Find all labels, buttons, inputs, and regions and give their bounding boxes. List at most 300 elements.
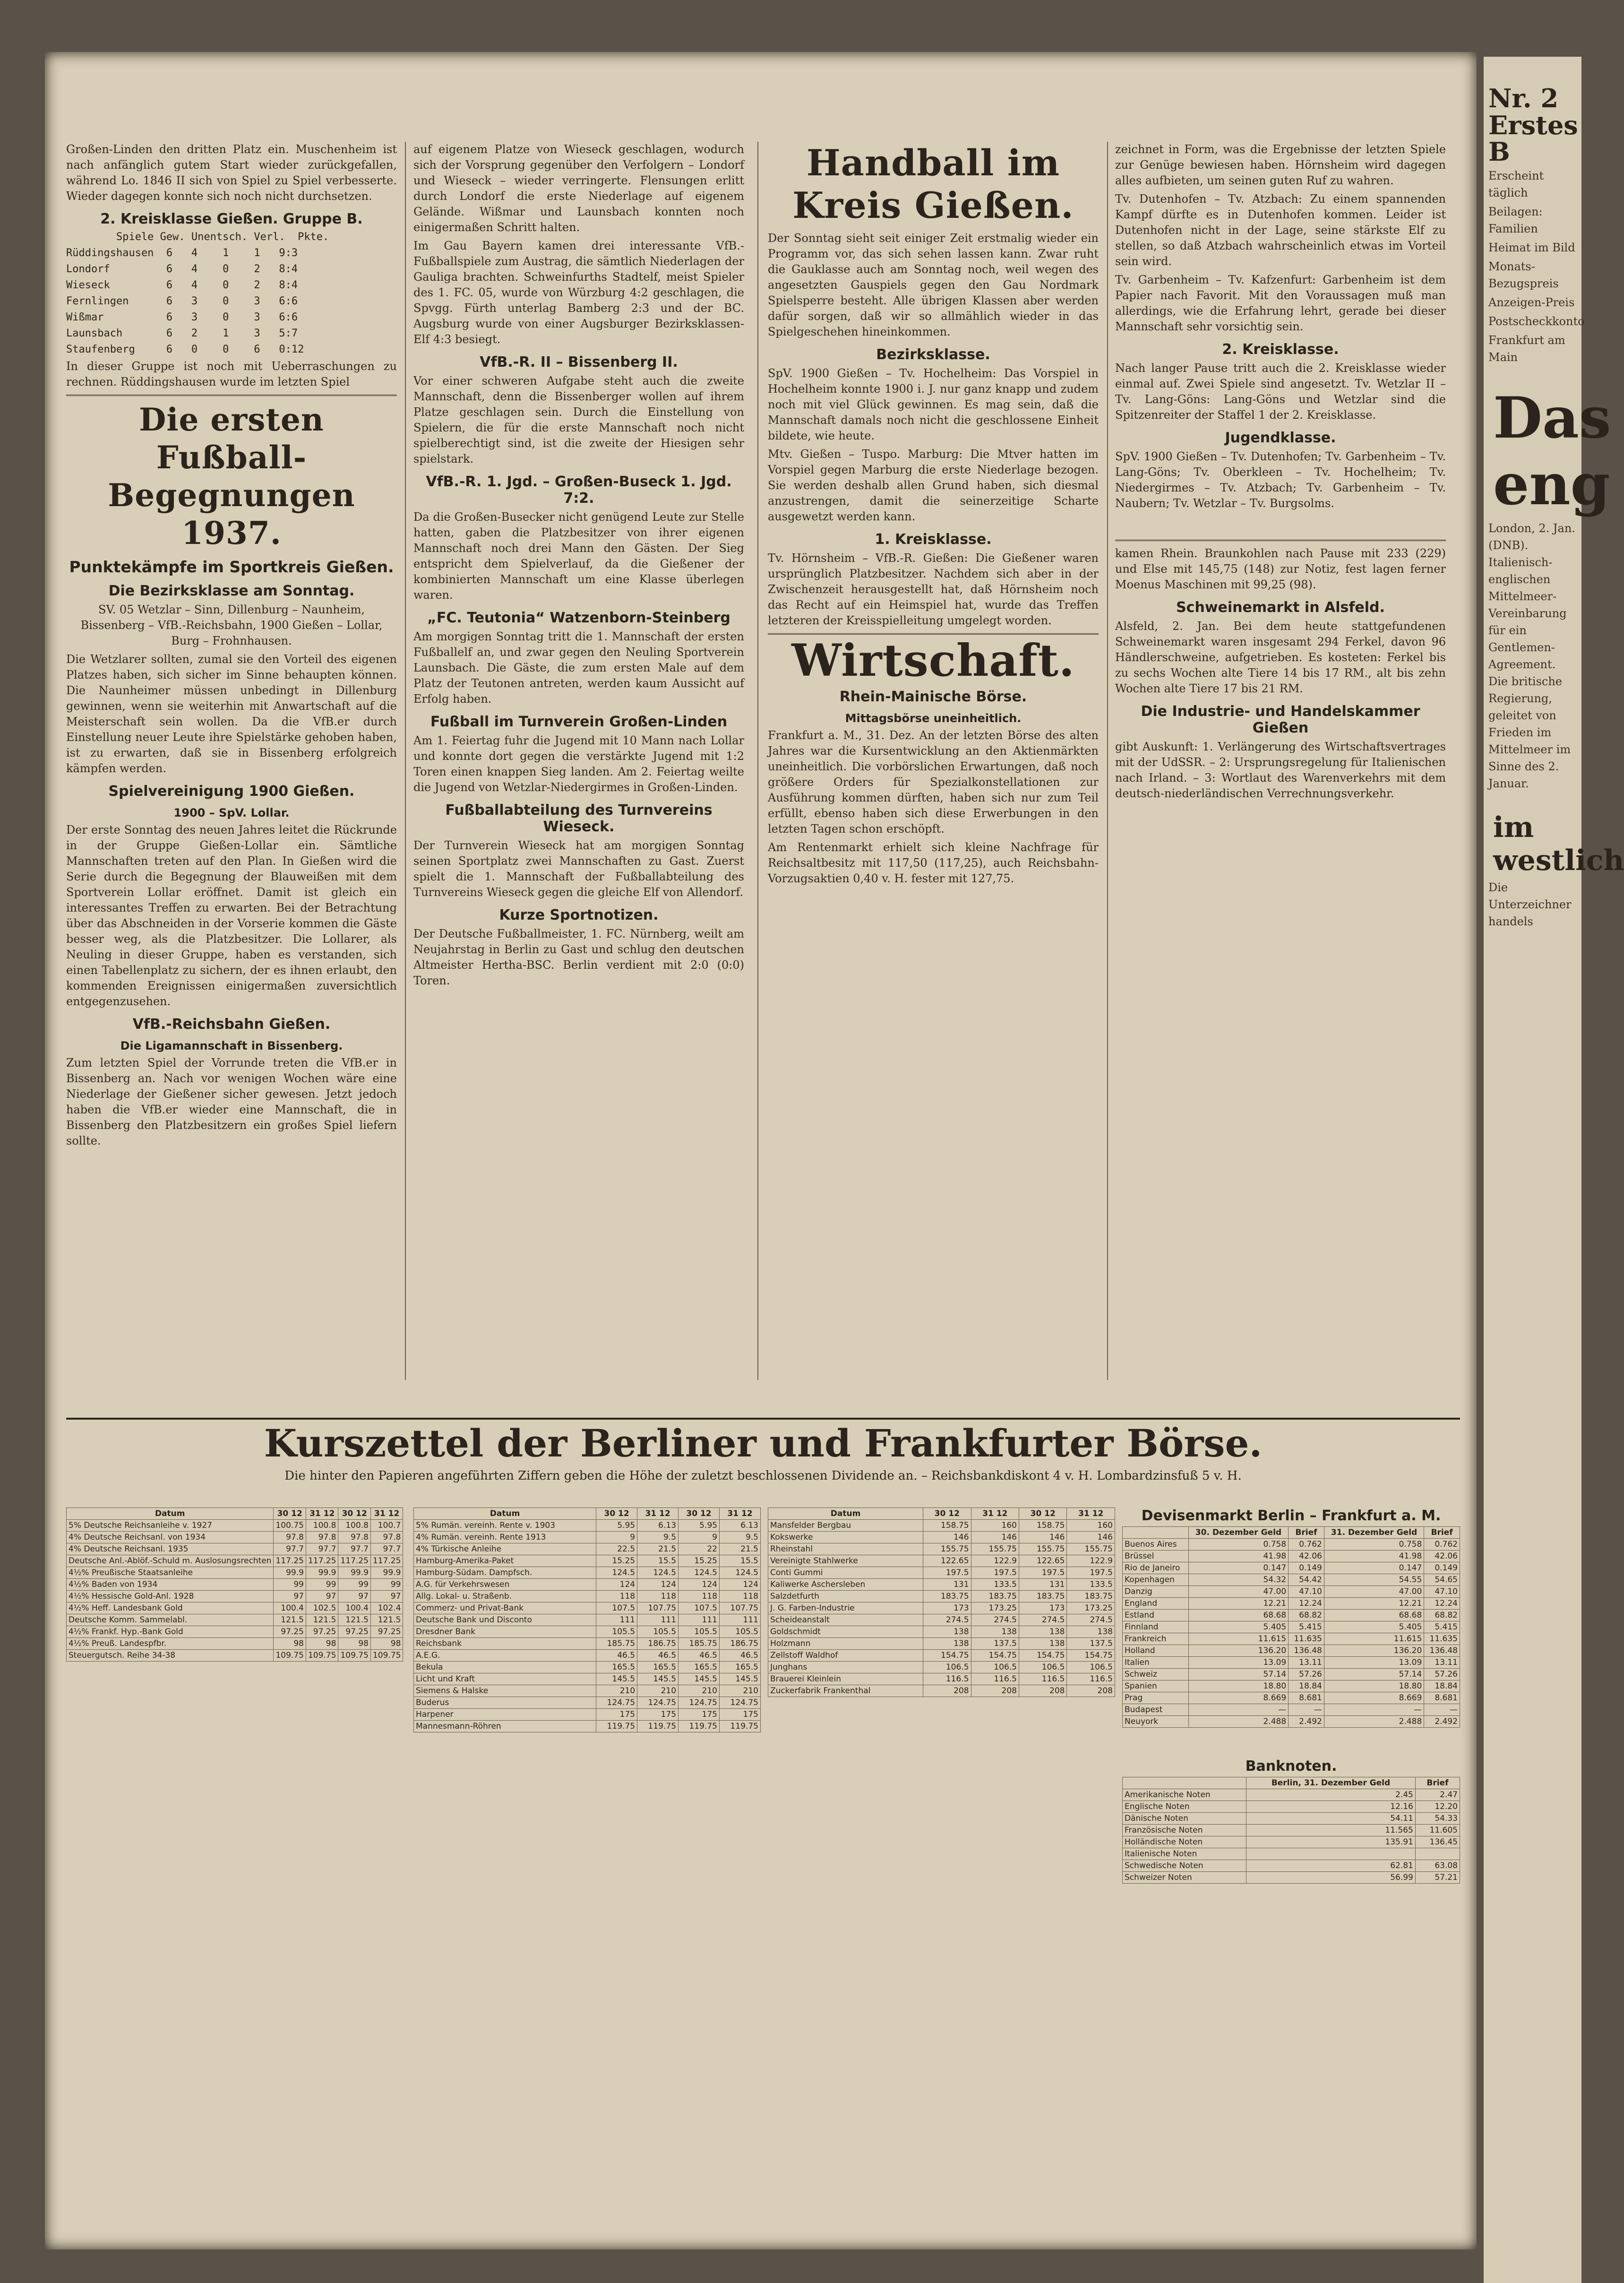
security-name: Zellstoff Waldhof <box>768 1650 923 1662</box>
column-1 <box>66 142 397 1152</box>
price-cell: 119.75 <box>637 1721 679 1732</box>
price-cell: 99.9 <box>274 1567 306 1579</box>
article-text: auf eigenem Platze von Wieseck geschlagen, wodurch sich der Vorsprung gegenüber den Verfolgern – Londorf und Wieseck – wieder verringerte. Flensungen erlitt durch Londorf die erste Niederlage auf eigenem Gelände. Wißmar und Launsbach konnten noch einigermaßen Schritt halten. <box>413 143 744 234</box>
price-cell: 2.492 <box>1289 1716 1324 1728</box>
price-cell: 124.5 <box>637 1567 679 1579</box>
security-name: Frankreich <box>1123 1633 1189 1645</box>
section-heading: Die Bezirksklasse am Sonntag. <box>108 583 355 599</box>
price-cell: 54.65 <box>1424 1574 1460 1586</box>
price-cell: 97 <box>306 1591 338 1602</box>
security-name: Hamburg-Amerika-Paket <box>414 1555 596 1567</box>
security-name: 4% Türkische Anleihe <box>414 1543 596 1555</box>
table-row <box>768 1662 1115 1673</box>
price-cell: 116.5 <box>1019 1673 1067 1685</box>
security-name: Harpener <box>414 1709 596 1721</box>
price-cell: 165.5 <box>637 1662 679 1673</box>
price-cell: 11.615 <box>1188 1633 1288 1645</box>
article-text: Vor einer schweren Aufgabe steht auch die zweite Mannschaft, denn die Bissenberger wollen auf ihrem Platze geschlagen sein. Durch die Einstellung von Spielern, die für die erste Mannschaft noch nicht spielberechtigt sind, ist die zweite der Hiesigen sehr spielstark. <box>413 374 744 465</box>
price-cell: 154.75 <box>1067 1650 1115 1662</box>
price-cell: — <box>1188 1704 1288 1716</box>
price-cell: 173 <box>923 1602 971 1614</box>
table-row <box>1123 1610 1460 1621</box>
price-cell: 11.635 <box>1289 1633 1324 1645</box>
column-header <box>1123 1527 1189 1539</box>
table-row <box>414 1567 761 1579</box>
table-row <box>67 1520 403 1532</box>
price-cell: 0.762 <box>1424 1539 1460 1551</box>
section-subheading: Mittagsbörse uneinheitlich. <box>845 712 1022 725</box>
price-cell: 106.5 <box>971 1662 1019 1673</box>
table-row <box>768 1555 1115 1567</box>
security-name: Amerikanische Noten <box>1123 1789 1246 1801</box>
price-cell: 98 <box>370 1638 403 1650</box>
column-header: Brief <box>1415 1777 1460 1789</box>
stock-table-1 <box>413 1508 761 1732</box>
price-cell: 54.33 <box>1415 1813 1460 1825</box>
price-cell: 12.24 <box>1289 1598 1324 1610</box>
article-text: Die Wetzlarer sollten, zumal sie den Vorteil des eigenen Platzes haben, sich sicher im Sinne behaupten können. Die Naunheimer müssen unbedingt in Dillenburg gewinnen, wenn sie weiterhin mit Anwartschaft auf die Meisterschaft sein wollen. Da die VfB.er durch Einstellung neuer Leute ihre Spielstärke gehoben haben, ist zu erwarten, daß sie in Bissenberg erfolgreich kämpfen werden. <box>66 653 397 775</box>
table-row <box>414 1555 761 1567</box>
price-cell: 111 <box>719 1614 760 1626</box>
price-cell: 210 <box>719 1685 760 1697</box>
price-cell: 133.5 <box>1067 1579 1115 1591</box>
price-cell: 100.4 <box>338 1602 370 1614</box>
price-cell: 47.10 <box>1424 1586 1460 1598</box>
table-header-row <box>1123 1777 1460 1789</box>
price-cell: 107.5 <box>596 1602 637 1614</box>
security-name: Holländische Noten <box>1123 1836 1246 1848</box>
table-row <box>1123 1633 1460 1645</box>
price-cell: 105.5 <box>596 1626 637 1638</box>
security-name: Kaliwerke Aschersleben <box>768 1579 923 1591</box>
price-cell: 97.25 <box>370 1626 403 1638</box>
column-header: 31 12 <box>1067 1508 1115 1520</box>
table-row <box>67 1626 403 1638</box>
security-name: Italien <box>1123 1657 1189 1669</box>
security-name: Schweiz <box>1123 1669 1189 1680</box>
price-cell: 0.149 <box>1424 1562 1460 1574</box>
price-cell: 146 <box>971 1532 1019 1543</box>
table-row <box>414 1638 761 1650</box>
table-row <box>67 1614 403 1626</box>
price-cell: 121.5 <box>338 1614 370 1626</box>
price-cell: 136.48 <box>1424 1645 1460 1657</box>
price-cell <box>1246 1848 1416 1860</box>
price-cell: 12.20 <box>1415 1801 1460 1813</box>
price-cell: 11.565 <box>1246 1825 1416 1836</box>
column-header: Brief <box>1289 1527 1324 1539</box>
headline: Die ersten Fußball-Begegnungen 1937. <box>108 401 355 551</box>
price-cell: 97 <box>274 1591 306 1602</box>
price-cell: 136.48 <box>1289 1645 1324 1657</box>
price-cell: 97 <box>370 1591 403 1602</box>
kurszettel-subtitle: Die hinter den Papieren angeführten Ziffern geben die Höhe der zuletzt beschlossenen Dividende an. – Reichsbankdiskont 4 v. H. Lombardzinsfuß 5 v. H. <box>284 1469 1242 1483</box>
article-text: Zum letzten Spiel der Vorrunde treten die VfB.er in Bissenberg an. Nach vor wenigen Wochen wäre eine Niederlage der Gießener sicher gewesen. Jetzt jedoch haben die VfB.er wieder eine Mannschaft, die in Bissenberg den Platzbesitzern ein großes Spiel liefern sollte. <box>66 1056 397 1147</box>
price-cell: 0.758 <box>1324 1539 1424 1551</box>
security-name: A.E.G. <box>414 1650 596 1662</box>
column-header: 31 12 <box>306 1508 338 1520</box>
security-name: Mansfelder Bergbau <box>768 1520 923 1532</box>
security-name: 4½% Baden von 1934 <box>67 1579 274 1591</box>
security-name: Conti Gummi <box>768 1567 923 1579</box>
column-header: 30 12 <box>596 1508 637 1520</box>
section-heading: Spielvereinigung 1900 Gießen. <box>108 783 355 800</box>
security-name: Steuergutsch. Reihe 34-38 <box>67 1650 274 1662</box>
price-cell: 68.68 <box>1324 1610 1424 1621</box>
section-heading: Die Industrie- und Handelskammer Gießen <box>1141 703 1420 736</box>
security-name: Danzig <box>1123 1586 1189 1598</box>
price-cell: 208 <box>923 1685 971 1697</box>
column-header: 31 12 <box>719 1508 760 1520</box>
price-cell: 46.5 <box>637 1650 679 1662</box>
article-text: Mtv. Gießen – Tuspo. Marburg: Die Mtver hatten im Vorspiel gegen Marburg die erste Niederlage bezogen. Sie werden deshalb allen Grund haben, sich diesmal anzustrengen, damit die seinerzeitige Scharte ausgewetzt werden kann. <box>768 448 1099 523</box>
security-name: Reichsbank <box>414 1638 596 1650</box>
price-cell: 106.5 <box>1067 1662 1115 1673</box>
table-row <box>414 1520 761 1532</box>
section-heading: Rhein-Mainische Börse. <box>839 689 1027 705</box>
price-cell: 124.5 <box>679 1567 720 1579</box>
article-text: Der Turnverein Wieseck hat am morgigen Sonntag seinen Sportplatz zwei Mannschaften zu Gast. Zuerst spielt die 1. Mannschaft der Fußballabteilung des Turnvereins Wieseck gegen die gleiche Elf von Allendorf. <box>413 839 744 899</box>
price-cell: 12.21 <box>1324 1598 1424 1610</box>
table-row <box>1123 1704 1460 1716</box>
security-name: 4½% Preuß. Landespfbr. <box>67 1638 274 1650</box>
price-cell: 15.25 <box>596 1555 637 1567</box>
price-cell: 183.75 <box>1019 1591 1067 1602</box>
stock-table-2 <box>768 1508 1115 1697</box>
security-name: Dresdner Bank <box>414 1626 596 1638</box>
price-cell: 122.9 <box>971 1555 1019 1567</box>
devisen-table <box>1122 1526 1460 1728</box>
price-cell: 155.75 <box>971 1543 1019 1555</box>
security-name: Commerz- und Privat-Bank <box>414 1602 596 1614</box>
price-cell: 97.7 <box>338 1543 370 1555</box>
column-header: 30 12 <box>1019 1508 1067 1520</box>
article-text: Tv. Garbenheim – Tv. Kafzenfurt: Garbenheim ist dem Papier nach Favorit. Mit den Voraussagen muß man allerdings, wie die Erfahrung lehrt, gerade bei dieser Mannschaft sehr vorsichtig sein. <box>1115 273 1446 333</box>
price-cell: 124 <box>637 1579 679 1591</box>
price-cell: 173 <box>1019 1602 1067 1614</box>
price-cell: 210 <box>596 1685 637 1697</box>
article-text: In dieser Gruppe ist noch mit Ueberraschungen zu rechnen. Rüddingshausen wurde im letzten Spiel <box>66 360 397 388</box>
table-header-row <box>414 1508 761 1520</box>
price-cell: 131 <box>1019 1579 1067 1591</box>
article-text: Nach langer Pause tritt auch die 2. Kreisklasse wieder einmal auf. Zwei Spiele sind angesetzt. Tv. Wetzlar II – Tv. Lang-Göns: Lang-Göns und Wetzlar sind die Spitzenreiter der Staffel 1 der 2. Kreisklasse. <box>1115 362 1446 422</box>
table-row <box>768 1685 1115 1697</box>
article-text: Am morgigen Sonntag tritt die 1. Mannschaft der ersten Fußballelf an, und zwar gegen den Neuling Sportverein Launsbach. Die Gäste, die zum ersten Male auf dem Platz der Teutonen antreten, werden kaum Aussicht auf Erfolg haben. <box>413 630 744 706</box>
price-cell: 2.492 <box>1424 1716 1460 1728</box>
price-cell: 97.25 <box>306 1626 338 1638</box>
table-row <box>1123 1680 1460 1692</box>
price-cell: 117.25 <box>274 1555 306 1567</box>
price-cell: 47.10 <box>1289 1586 1324 1598</box>
price-cell: 68.82 <box>1424 1610 1460 1621</box>
column-divider <box>757 142 758 1380</box>
price-cell: 97.7 <box>306 1543 338 1555</box>
price-cell: 102.4 <box>370 1602 403 1614</box>
table-row <box>1123 1716 1460 1728</box>
table-row <box>1123 1789 1460 1801</box>
security-name: Budapest <box>1123 1704 1189 1716</box>
price-cell: 5.95 <box>679 1520 720 1532</box>
price-cell: 68.68 <box>1188 1610 1288 1621</box>
section-heading: Jugendklasse. <box>1225 430 1336 446</box>
table-row <box>414 1697 761 1709</box>
price-cell: 97.8 <box>274 1532 306 1543</box>
price-cell: 22.5 <box>596 1543 637 1555</box>
price-cell: 146 <box>1019 1532 1067 1543</box>
price-cell: 173.25 <box>971 1602 1019 1614</box>
table-row <box>414 1602 761 1614</box>
security-name: Kokswerke <box>768 1532 923 1543</box>
table-row <box>768 1567 1115 1579</box>
price-cell: 138 <box>1067 1626 1115 1638</box>
price-cell: 97.8 <box>370 1532 403 1543</box>
price-cell: 124 <box>719 1579 760 1591</box>
adjacent-body: London, 2. Jan. (DNB). Italienisch-englischen Mittelmeer-Vereinbarung für ein Gentlemen-Agreement. Die britische Regierung, geleitet von Frieden im Mittelmeer im Sinne des 2. Januar. <box>1488 522 1575 791</box>
kurszettel-title: Kurszettel der Berliner und Frankfurter Börse. <box>66 1418 1460 1467</box>
table-row <box>414 1579 761 1591</box>
price-cell: 5.405 <box>1324 1621 1424 1633</box>
table-row <box>1123 1825 1460 1836</box>
table-header-row <box>1123 1527 1460 1539</box>
price-cell: 100.8 <box>306 1520 338 1532</box>
price-cell: 5.415 <box>1289 1621 1324 1633</box>
table-row <box>414 1721 761 1732</box>
price-cell: 116.5 <box>971 1673 1019 1685</box>
table-row <box>1123 1539 1460 1551</box>
price-cell: 121.5 <box>306 1614 338 1626</box>
security-name: Salzdetfurth <box>768 1591 923 1602</box>
price-cell: 155.75 <box>1019 1543 1067 1555</box>
article-text: SpV. 1900 Gießen – Tv. Hochelheim: Das Vorspiel in Hochelheim konnte 1900 i. J. nur ganz knapp und zudem noch mit viel Glück gewinnen. Es mag sein, daß die Mannschaft damals noch nicht die geschlossene Einheit bildete, wie heute. <box>768 367 1099 442</box>
price-cell: 8.669 <box>1188 1692 1288 1704</box>
price-cell: 41.98 <box>1324 1551 1424 1562</box>
table-row <box>1123 1848 1460 1860</box>
section-heading: Kurze Sportnotizen. <box>499 907 659 923</box>
price-cell: 208 <box>1067 1685 1115 1697</box>
price-cell: 160 <box>1067 1520 1115 1532</box>
price-cell: 183.75 <box>1067 1591 1115 1602</box>
price-cell: 57.21 <box>1415 1872 1460 1884</box>
article-text: Der Sonntag sieht seit einiger Zeit erstmalig wieder ein Programm vor, das sich sehen lassen kann. Zwar ruht die Gauklasse auch am Sonntag noch, weil wegen des angesetzten Gauspiels gegen den Gau Nordmark Spielsperre besteht. Alle übrigen Klassen aber werden dafür sorgen, daß wir so allmählich wieder in das Spielgeschehen hineinkommen. <box>768 232 1099 338</box>
adjacent-page <box>1484 57 1624 2283</box>
adjacent-headline: Das eng <box>1493 385 1611 518</box>
price-cell: 97.25 <box>338 1626 370 1638</box>
price-cell: 118 <box>679 1591 720 1602</box>
price-cell: 98 <box>306 1638 338 1650</box>
price-cell: 99 <box>370 1579 403 1591</box>
security-name: A.G. für Verkehrswesen <box>414 1579 596 1591</box>
price-cell: 5.405 <box>1188 1621 1288 1633</box>
price-cell: 154.75 <box>971 1650 1019 1662</box>
price-cell: 210 <box>679 1685 720 1697</box>
price-cell: 100.8 <box>338 1520 370 1532</box>
price-cell: 13.09 <box>1324 1657 1424 1669</box>
security-name: Licht und Kraft <box>414 1673 596 1685</box>
price-cell: 41.98 <box>1188 1551 1288 1562</box>
price-cell: 18.84 <box>1424 1680 1460 1692</box>
price-cell: 109.75 <box>370 1650 403 1662</box>
price-cell: 116.5 <box>1067 1673 1115 1685</box>
price-cell: 99.9 <box>338 1567 370 1579</box>
standings-row: Wißmar 6 3 0 3 6:6 <box>66 311 298 323</box>
section-heading: Fußballabteilung des Turnvereins Wieseck. <box>445 802 713 835</box>
security-name: 5% Rumän. vereinh. Rente v. 1903 <box>414 1520 596 1532</box>
table-row <box>414 1543 761 1555</box>
table-header-row <box>768 1508 1115 1520</box>
table-row <box>1123 1692 1460 1704</box>
column-header: Brief <box>1424 1527 1460 1539</box>
price-cell: 57.14 <box>1188 1669 1288 1680</box>
section-heading: VfB.-Reichsbahn Gießen. <box>132 1016 331 1033</box>
price-cell: 11.605 <box>1415 1825 1460 1836</box>
headline-handball: Handball im Kreis Gießen. <box>792 142 1074 226</box>
price-cell: 175 <box>596 1709 637 1721</box>
price-cell: 106.5 <box>1019 1662 1067 1673</box>
price-cell: 175 <box>637 1709 679 1721</box>
price-cell: 63.08 <box>1415 1860 1460 1872</box>
table-row <box>67 1543 403 1555</box>
table-row <box>1123 1860 1460 1872</box>
price-cell: 99 <box>306 1579 338 1591</box>
standings-row: Spiele Gew. Unentsch. Verl. Pkte. <box>66 231 329 243</box>
article-text: SpV. 1900 Gießen – Tv. Dutenhofen; Tv. Garbenheim – Tv. Lang-Göns; Tv. Oberkleen – Tv. Hochelheim; Tv. Niedergirmes – Tv. Atzbach; Tv. Garbenheim – Tv. Naubern; Tv. Wetzlar – Tv. Burgsolms. <box>1115 450 1446 510</box>
security-name: Englische Noten <box>1123 1801 1246 1813</box>
price-cell: 97.8 <box>338 1532 370 1543</box>
price-cell: 2.488 <box>1188 1716 1288 1728</box>
table-row <box>414 1685 761 1697</box>
column-header: Datum <box>414 1508 596 1520</box>
table-row <box>1123 1801 1460 1813</box>
price-cell: 116.5 <box>923 1673 971 1685</box>
security-name: Neuyork <box>1123 1716 1189 1728</box>
column-header: Datum <box>67 1508 274 1520</box>
price-cell: 131 <box>923 1579 971 1591</box>
security-name: Schweizer Noten <box>1123 1872 1246 1884</box>
column-header: 31 12 <box>971 1508 1019 1520</box>
price-cell: 54.55 <box>1324 1574 1424 1586</box>
security-name: Prag <box>1123 1692 1189 1704</box>
price-cell: 57.26 <box>1424 1669 1460 1680</box>
table-row <box>67 1591 403 1602</box>
section-heading: Fußball im Turnverein Großen-Linden <box>430 714 728 730</box>
price-cell: 6.13 <box>637 1520 679 1532</box>
security-name: Vereinigte Stahlwerke <box>768 1555 923 1567</box>
price-cell: 2.488 <box>1324 1716 1424 1728</box>
table-row <box>414 1709 761 1721</box>
price-cell: 100.75 <box>274 1520 306 1532</box>
price-cell: 97.7 <box>370 1543 403 1555</box>
price-cell: 9 <box>596 1532 637 1543</box>
price-cell: 107.5 <box>679 1602 720 1614</box>
price-cell: 97.8 <box>306 1532 338 1543</box>
price-cell: 107.75 <box>637 1602 679 1614</box>
adjacent-line: Beilagen: Familien <box>1488 205 1543 236</box>
table-row <box>1123 1598 1460 1610</box>
security-name: Buderus <box>414 1697 596 1709</box>
bond-table <box>66 1508 403 1662</box>
price-cell: 155.75 <box>923 1543 971 1555</box>
price-cell: 124.5 <box>596 1567 637 1579</box>
article-text: zeichnet in Form, was die Ergebnisse der letzten Spiele zur Genüge bewiesen haben. Hörnsheim wird dagegen alles aufbieten, um seinen guten Ruf zu wahren. <box>1115 143 1446 187</box>
security-name: Spanien <box>1123 1680 1189 1692</box>
price-cell: 117.25 <box>370 1555 403 1567</box>
column-header: 31. Dezember Geld <box>1324 1527 1424 1539</box>
security-name: Holland <box>1123 1645 1189 1657</box>
article-text: Am 1. Feiertag fuhr die Jugend mit 10 Mann nach Lollar und konnte dort gegen die verstärkte Jugend mit 1:2 Toren einen knappen Sieg landen. Am 2. Feiertag weilte die Jugend von Wetzlar-Niedergirmes in Großen-Linden. <box>413 734 744 794</box>
price-cell: 175 <box>679 1709 720 1721</box>
table-row <box>67 1555 403 1567</box>
price-cell: 9.5 <box>719 1532 760 1543</box>
adjacent-line: Heimat im Bild <box>1488 241 1575 255</box>
security-name: Deutsche Bank und Disconto <box>414 1614 596 1626</box>
price-cell: 13.09 <box>1188 1657 1288 1669</box>
price-cell: 18.80 <box>1188 1680 1288 1692</box>
price-cell: 165.5 <box>596 1662 637 1673</box>
security-name: 4½% Frankf. Hyp.-Bank Gold <box>67 1626 274 1638</box>
price-cell: 100.4 <box>274 1602 306 1614</box>
price-cell: 274.5 <box>1019 1614 1067 1626</box>
section-subheading: Die Ligamannschaft in Bissenberg. <box>120 1039 343 1052</box>
price-cell: 105.5 <box>637 1626 679 1638</box>
price-cell: 165.5 <box>679 1662 720 1673</box>
security-name: 4% Deutsche Reichsanl. von 1934 <box>67 1532 274 1543</box>
price-cell: 145.5 <box>719 1673 760 1685</box>
price-cell: 11.615 <box>1324 1633 1424 1645</box>
price-cell: 22 <box>679 1543 720 1555</box>
price-cell: 124.75 <box>719 1697 760 1709</box>
security-name: Rheinstahl <box>768 1543 923 1555</box>
section-subheading: 1900 – SpV. Lollar. <box>173 806 290 819</box>
price-cell: 8.681 <box>1289 1692 1324 1704</box>
price-cell: 102.5 <box>306 1602 338 1614</box>
security-name: Französische Noten <box>1123 1825 1246 1836</box>
price-cell: 197.5 <box>923 1567 971 1579</box>
price-cell: 160 <box>971 1520 1019 1532</box>
security-name: 4½% Preußische Staatsanleihe <box>67 1567 274 1579</box>
standings-row: Rüddingshausen 6 4 1 1 9:3 <box>66 247 298 259</box>
price-cell: 124 <box>596 1579 637 1591</box>
adjacent-line: Erscheint täglich <box>1488 169 1544 200</box>
column-header: 30 12 <box>338 1508 370 1520</box>
price-cell: 21.5 <box>719 1543 760 1555</box>
price-cell: 21.5 <box>637 1543 679 1555</box>
security-name: Dänische Noten <box>1123 1813 1246 1825</box>
table-row <box>768 1591 1115 1602</box>
price-cell: 274.5 <box>923 1614 971 1626</box>
table-row <box>768 1614 1115 1626</box>
table-row <box>1123 1562 1460 1574</box>
table-row <box>1123 1586 1460 1598</box>
security-name: Zuckerfabrik Frankenthal <box>768 1685 923 1697</box>
security-name: 4½% Heff. Landesbank Gold <box>67 1602 274 1614</box>
price-cell: 185.75 <box>679 1638 720 1650</box>
price-cell: 154.75 <box>1019 1650 1067 1662</box>
price-cell: 137.5 <box>971 1638 1019 1650</box>
price-cell: 12.21 <box>1188 1598 1288 1610</box>
section-heading: Schweinemarkt in Alsfeld. <box>1176 599 1385 616</box>
column-header: 31 12 <box>370 1508 403 1520</box>
price-cell: 8.681 <box>1424 1692 1460 1704</box>
security-name: Junghans <box>768 1662 923 1673</box>
adjacent-line: Anzeigen-Preis <box>1488 296 1575 310</box>
price-cell: 121.5 <box>274 1614 306 1626</box>
standings-row: Londorf 6 4 0 2 8:4 <box>66 263 298 275</box>
security-name: Hamburg-Südam. Dampfsch. <box>414 1567 596 1579</box>
kurszettel <box>66 1418 1460 1882</box>
price-cell: 122.9 <box>1067 1555 1115 1567</box>
price-cell: 6.13 <box>719 1520 760 1532</box>
security-name: Italienische Noten <box>1123 1848 1246 1860</box>
